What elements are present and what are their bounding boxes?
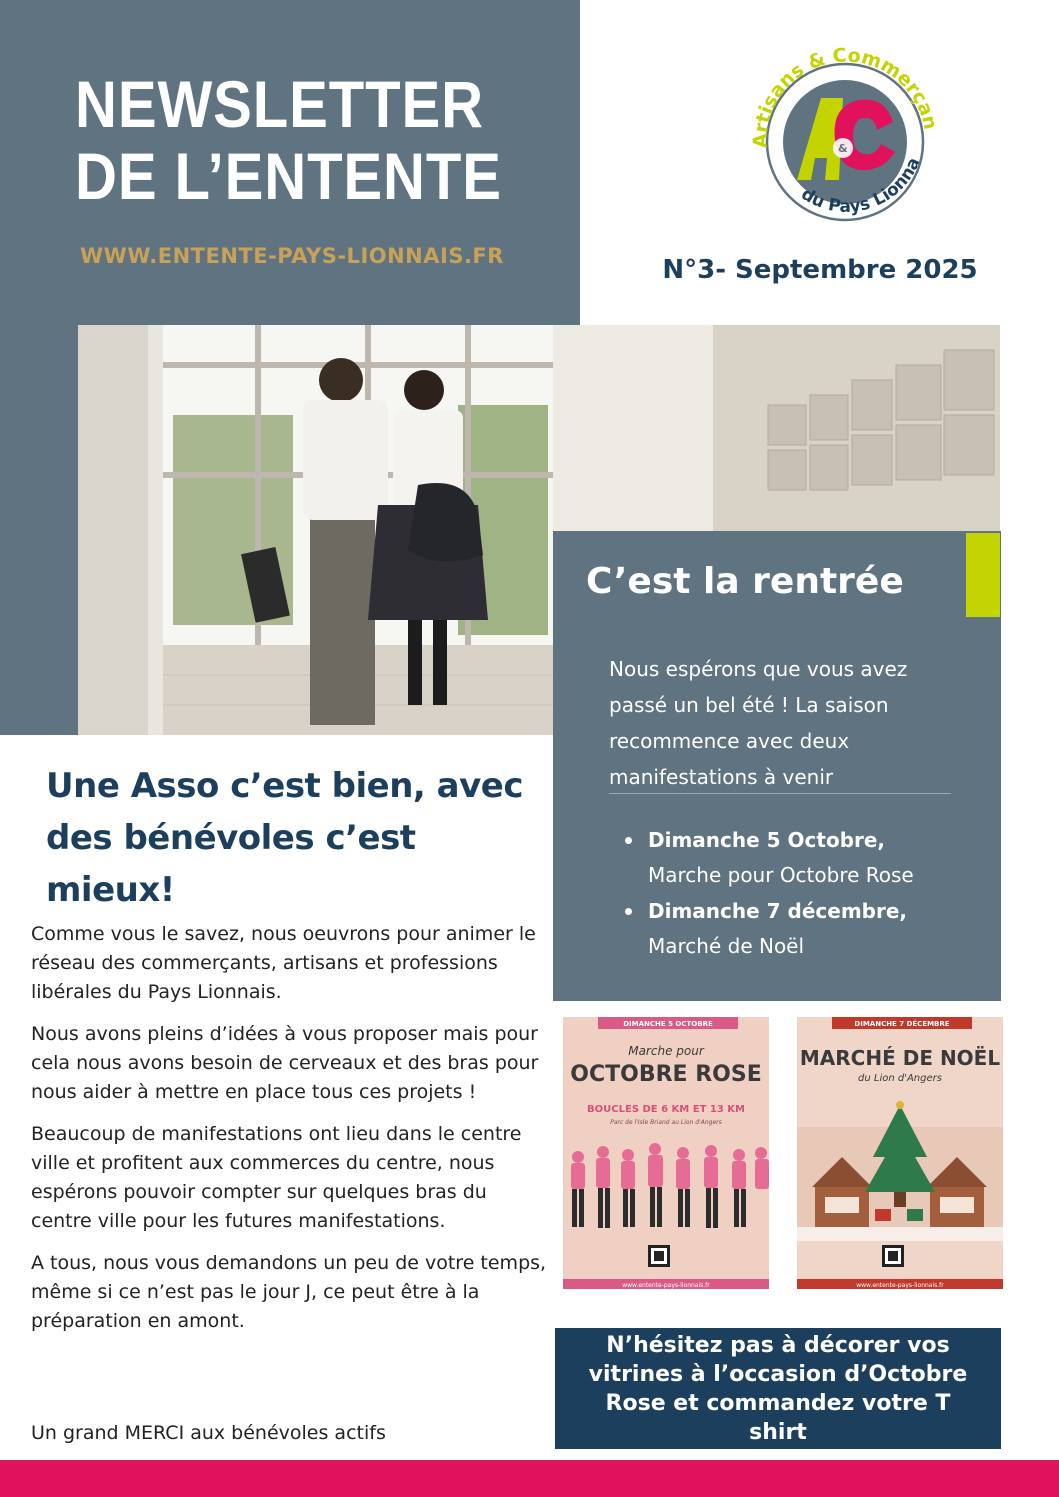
- poster-subtitle: Marche pour: [628, 1044, 704, 1058]
- poster-subtitle: du Lion d'Angers: [858, 1073, 942, 1084]
- poster-banner: DIMANCHE 7 DÉCEMBRE: [854, 1020, 950, 1028]
- article-paragraph: A tous, nous vous demandons un peu de votre temps, même si ce n’est pas le jour J, ce peut être à la préparation en amont.: [31, 1252, 547, 1332]
- cta-banner: [555, 1328, 1001, 1449]
- title-line-2: DE L’ENTENTE: [75, 139, 502, 213]
- event-description: Marché de Noël: [648, 934, 805, 958]
- association-logo: [735, 30, 955, 240]
- poster-website: www.entente-pays-lionnais.fr: [622, 1282, 710, 1289]
- svg-text:&: &: [838, 142, 848, 155]
- logo-bottom-arc: du Pays Lionna: [797, 154, 925, 217]
- issue-number: N°3- Septembre 2025: [662, 255, 978, 285]
- poster-banner: DIMANCHE 5 OCTOBRE: [623, 1020, 713, 1028]
- event-list: [623, 823, 973, 965]
- cta-text: N’hésitez pas à décorer vos vitrines à l’occasion d’Octobre Rose et commandez votre T shirt: [588, 1332, 968, 1445]
- logo-top-arc: Artisans & Commerçan: [749, 44, 942, 149]
- title-line-1: NEWSLETTER: [75, 67, 484, 141]
- rentree-intro: Nous espérons que vous avez passé un bel été ! La saison recommence avec deux manifestations à venir: [609, 657, 908, 789]
- rentree-divider: [609, 793, 951, 794]
- event-description: Marche pour Octobre Rose: [648, 863, 914, 887]
- poster-website: www.entente-pays-lionnais.fr: [856, 1282, 944, 1289]
- logo-mark: [735, 30, 955, 240]
- article-paragraph: Nous avons pleins d’idées à vous proposer mais pour cela nous avons besoin de cerveaux et des bras pour nous aider à mettre en place tous ces projets !: [31, 1023, 539, 1103]
- poster-place: Parc de l'Isle Briand au Lion d'Angers: [610, 1119, 722, 1126]
- newsletter-title: [75, 68, 502, 212]
- article-paragraph: Comme vous le savez, nous oeuvrons pour animer le réseau des commerçants, artisans et professions libérales du Pays Lionnais.: [31, 923, 536, 1003]
- footer-bar: [0, 1460, 1059, 1497]
- event-date: Dimanche 5 Octobre,: [648, 828, 886, 852]
- event-item: [623, 823, 973, 893]
- event-date: Dimanche 7 décembre,: [648, 899, 908, 923]
- poster-title: OCTOBRE ROSE: [570, 1062, 762, 1087]
- marche-de-noel-poster: [797, 1017, 1003, 1305]
- octobre-rose-poster: [563, 1017, 769, 1305]
- article-headline: Une Asso c’est bien, avec des bénévoles c’est mieux!: [46, 766, 523, 910]
- article-paragraph: Beaucoup de manifestations ont lieu dans le centre ville et profitent aux commerces du centre, nous espérons pouvoir compter sur quelques bras du centre ville pour les futures manifestations.: [31, 1123, 522, 1232]
- poster-routes: BOUCLES DE 6 KM ET 13 KM: [587, 1104, 745, 1115]
- poster-title: MARCHÉ DE NOËL: [799, 1046, 1001, 1070]
- article-body: [31, 920, 551, 1349]
- rentree-title: C’est la rentrée: [586, 561, 904, 602]
- event-item: [623, 894, 973, 964]
- website-link[interactable]: WWW.ENTENTE-PAYS-LIONNAIS.FR: [80, 244, 504, 268]
- thanks-line: Un grand MERCI aux bénévoles actifs: [31, 1422, 386, 1444]
- accent-bar: [966, 533, 1000, 617]
- rentree-panel: [553, 531, 1001, 1001]
